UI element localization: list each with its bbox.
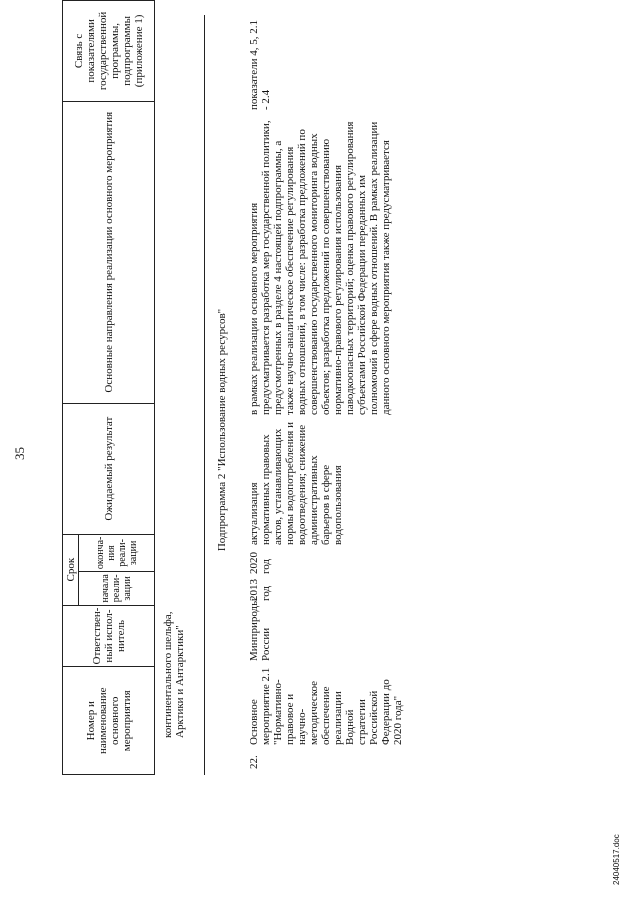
implementation-directions: в рамках реализации основного мероприятия предусматривается разработка мер государственной политики, предусмотренных в разделе 4 настоящей подпрограммы, а также научно-аналитическое обеспечение регулирования водных отношений, в том числе: разработка предложений по совершенствованию государственного мониторинга водных объектов; разработка предложений по совершенствованию нормативно-правового регулирования использования паводкоопасных территорий; оценка правового регулирования субъектами Российской Федерации переданных им полномочий в сфере водных отношений. В рамках реализации данного основного мероприятия также предусматривается	[248, 120, 392, 415]
header-end: оконча-ния реали-зации	[79, 534, 155, 572]
row-number: 22.	[248, 755, 260, 769]
page-number: 35	[12, 447, 27, 460]
file-name-footer: 24040517.doc	[612, 834, 621, 885]
start-year: 2013 год	[248, 579, 272, 601]
responsible-executor: Минприроды России	[248, 598, 272, 661]
header-result: Ожидаемый результат	[63, 403, 155, 534]
indicator-link: показатели 4, 5, 2.1 - 2.4	[248, 20, 272, 110]
expected-result: актуализация нормативных правовых актов, устанавливающих нормы водопотребления и водоотведения; снижение административных барьеров в сфере водопользования	[248, 422, 344, 545]
subprogram-title: Подпрограмма 2 "Использование водных ресурсов"	[216, 308, 228, 552]
header-name: Номер и наименование основного мероприятия	[63, 667, 155, 775]
header-link: Связь с показателями государственной программы, подпрограммы (приложение 1)	[63, 1, 155, 102]
header-responsible: Ответствен-ный испол-нитель	[63, 605, 155, 667]
header-start: начала реали-зации	[79, 572, 155, 605]
row-divider	[204, 15, 205, 775]
header-directions: Основные направления реализации основного мероприятия	[63, 101, 155, 403]
measure-name-text: Основное мероприятие 2.1 "Нормативно-правовое и научно-методическое обеспечение реализации Водной стратегии Российской Федерации до 2020 года"	[248, 667, 404, 745]
header-period: Срок	[63, 534, 79, 605]
measure-name	[248, 666, 404, 769]
end-year: 2020 год	[248, 552, 272, 574]
table-header	[62, 0, 155, 775]
previous-row-continuation: континентального шельфа, Арктики и Антарктики"	[162, 611, 186, 738]
